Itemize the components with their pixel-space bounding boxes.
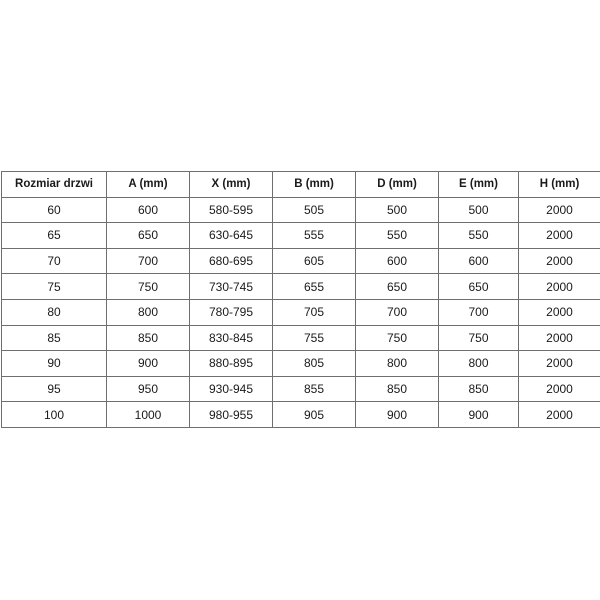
header-e: E (mm) [439, 172, 519, 198]
table-cell: 630-645 [190, 223, 273, 249]
table-cell: 2000 [519, 376, 600, 402]
table-cell: 550 [356, 223, 439, 249]
table-cell: 555 [273, 223, 356, 249]
table-cell: 650 [439, 274, 519, 300]
table-cell: 65 [2, 223, 107, 249]
table-cell: 855 [273, 376, 356, 402]
table-cell: 505 [273, 197, 356, 223]
table-cell: 980-955 [190, 402, 273, 428]
table-cell: 650 [107, 223, 190, 249]
table-cell: 905 [273, 402, 356, 428]
table-cell: 2000 [519, 351, 600, 377]
table-cell: 2000 [519, 299, 600, 325]
table-cell: 900 [107, 351, 190, 377]
header-d: D (mm) [356, 172, 439, 198]
table-cell: 2000 [519, 325, 600, 351]
table-cell: 500 [439, 197, 519, 223]
table-row [2, 274, 600, 300]
table-cell: 900 [356, 402, 439, 428]
table-cell: 705 [273, 299, 356, 325]
table-cell: 850 [356, 376, 439, 402]
table-cell: 70 [2, 248, 107, 274]
table-cell: 850 [439, 376, 519, 402]
table-cell: 750 [356, 325, 439, 351]
dimensions-table-container [0, 171, 600, 428]
header-door-size: Rozmiar drzwi [2, 172, 107, 198]
table-cell: 850 [107, 325, 190, 351]
table-cell: 580-595 [190, 197, 273, 223]
table-cell: 800 [356, 351, 439, 377]
dimensions-table [1, 171, 600, 428]
table-cell: 655 [273, 274, 356, 300]
table-cell: 700 [356, 299, 439, 325]
table-cell: 600 [439, 248, 519, 274]
table-cell: 800 [439, 351, 519, 377]
table-row [2, 351, 600, 377]
table-cell: 95 [2, 376, 107, 402]
table-cell: 2000 [519, 274, 600, 300]
table-cell: 600 [107, 197, 190, 223]
table-row [2, 376, 600, 402]
table-cell: 750 [439, 325, 519, 351]
table-cell: 780-795 [190, 299, 273, 325]
table-cell: 80 [2, 299, 107, 325]
header-b: B (mm) [273, 172, 356, 198]
table-cell: 805 [273, 351, 356, 377]
table-row [2, 299, 600, 325]
table-cell: 2000 [519, 402, 600, 428]
table-cell: 880-895 [190, 351, 273, 377]
table-cell: 930-945 [190, 376, 273, 402]
table-row [2, 197, 600, 223]
table-cell: 1000 [107, 402, 190, 428]
table-cell: 2000 [519, 197, 600, 223]
table-row [2, 223, 600, 249]
table-cell: 750 [107, 274, 190, 300]
table-row [2, 402, 600, 428]
table-row [2, 248, 600, 274]
table-row [2, 325, 600, 351]
table-cell: 2000 [519, 223, 600, 249]
table-header-row [2, 172, 600, 198]
header-x: X (mm) [190, 172, 273, 198]
table-cell: 900 [439, 402, 519, 428]
table-cell: 60 [2, 197, 107, 223]
table-cell: 500 [356, 197, 439, 223]
table-cell: 700 [439, 299, 519, 325]
table-cell: 680-695 [190, 248, 273, 274]
table-cell: 830-845 [190, 325, 273, 351]
header-a: A (mm) [107, 172, 190, 198]
table-cell: 650 [356, 274, 439, 300]
table-cell: 605 [273, 248, 356, 274]
table-cell: 90 [2, 351, 107, 377]
header-h: H (mm) [519, 172, 600, 198]
table-cell: 550 [439, 223, 519, 249]
table-cell: 85 [2, 325, 107, 351]
table-cell: 100 [2, 402, 107, 428]
table-cell: 730-745 [190, 274, 273, 300]
table-cell: 800 [107, 299, 190, 325]
table-cell: 2000 [519, 248, 600, 274]
table-cell: 950 [107, 376, 190, 402]
table-cell: 755 [273, 325, 356, 351]
table-cell: 75 [2, 274, 107, 300]
table-cell: 600 [356, 248, 439, 274]
table-cell: 700 [107, 248, 190, 274]
